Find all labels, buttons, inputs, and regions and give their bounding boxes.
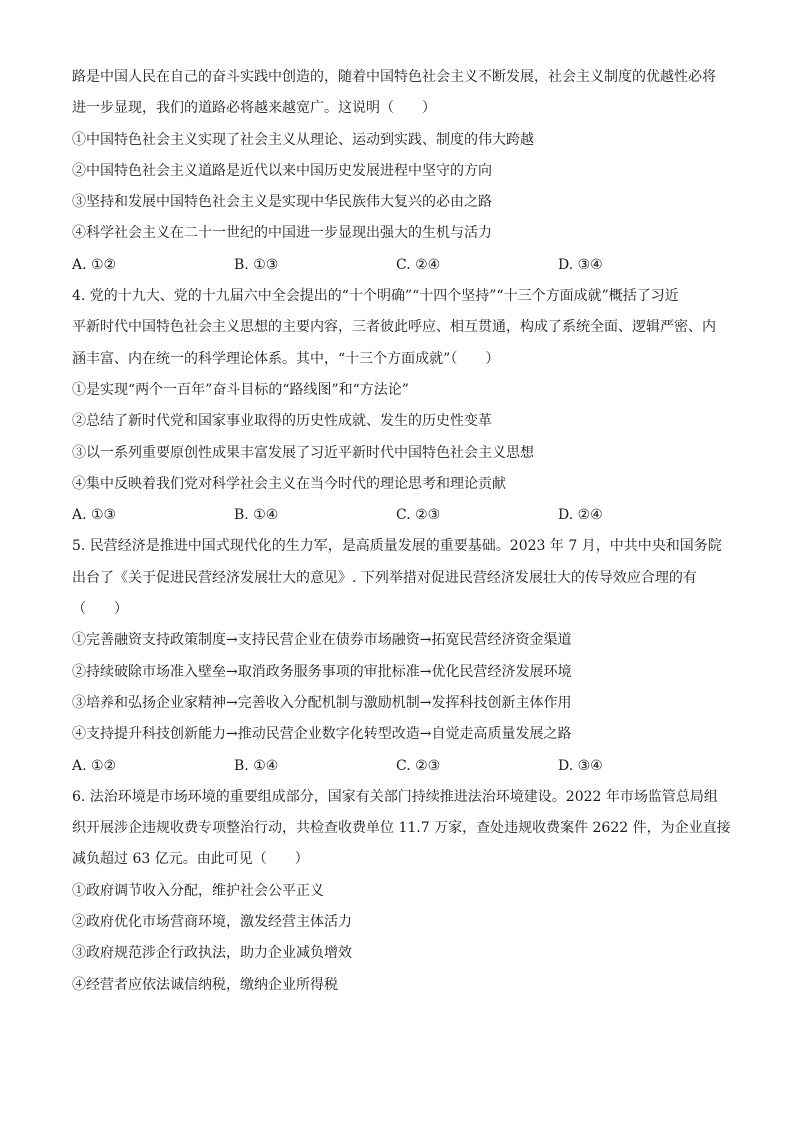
answer-options xyxy=(72,250,726,281)
option-c[interactable]: C. ②③ xyxy=(396,757,441,774)
answer-options xyxy=(72,751,726,782)
option-a[interactable]: A. ①② xyxy=(72,256,117,273)
statement-3: ③坚持和发展中国特色社会主义是实现中华民族伟大复兴的必由之路 xyxy=(72,194,492,211)
question-stem-line: 平新时代中国特色社会主义思想的主要内容，三者彼此呼应、相互贯通，构成了系统全面、逻辑严密、内 xyxy=(72,319,716,336)
statement-1: ①中国特色社会主义实现了社会主义从理论、运动到实践、制度的伟大跨越 xyxy=(72,131,534,148)
statement-2: ②中国特色社会主义道路是近代以来中国历史发展进程中坚守的方向 xyxy=(72,162,492,179)
question-stem-line: 4. 党的十九大、党的十九届六中全会提出的“十个明确”“十四个坚持”“十三个方面成就”概括了习近 xyxy=(72,288,679,305)
question-stem-line: （ ） xyxy=(72,601,128,618)
option-a[interactable]: A. ①③ xyxy=(72,507,117,524)
question-stem-line: 织开展涉企违规收费专项整治行动，共检查收费单位 11.7 万家，查处违规收费案件 2622 件，为企业直接 xyxy=(72,820,731,837)
statement-1: ①完善融资支持政策制度→支持民营企业在债券市场融资→拓宽民营经济资金渠道 xyxy=(72,632,572,649)
statement-4: ④支持提升科技创新能力→推动民营企业数字化转型改造→自觉走高质量发展之路 xyxy=(72,726,572,743)
question-stem-line: 进一步显现，我们的道路必将越来越宽广。这说明（ ） xyxy=(72,100,436,117)
option-b[interactable]: B. ①③ xyxy=(234,256,279,273)
option-b[interactable]: B. ①④ xyxy=(234,757,279,774)
question-stem-line: 涵丰富、内在统一的科学理论体系。其中，“十三个方面成就”（ ） xyxy=(72,350,500,367)
question-6 xyxy=(72,782,731,1001)
option-d[interactable]: D. ③④ xyxy=(558,757,603,774)
question-stem-line: 6. 法治环境是市场环境的重要组成部分，国家有关部门持续推进法治环境建设。2022 年市场监管总局组 xyxy=(72,788,718,805)
option-c[interactable]: C. ②③ xyxy=(396,507,441,524)
question-3 xyxy=(72,62,726,281)
statement-4: ④经营者应依法诚信纳税，缴纳企业所得税 xyxy=(72,976,338,993)
statement-3: ③政府规范涉企行政执法，助力企业减负增效 xyxy=(72,945,352,962)
question-5 xyxy=(72,531,726,781)
exam-page xyxy=(72,62,731,1001)
option-a[interactable]: A. ①② xyxy=(72,757,117,774)
statement-4: ④科学社会主义在二十一世纪的中国进一步显现出强大的生机与活力 xyxy=(72,225,492,242)
question-4 xyxy=(72,281,726,531)
statement-4: ④集中反映着我们党对科学社会主义在当今时代的理论思考和理论贡献 xyxy=(72,475,506,492)
option-d[interactable]: D. ②④ xyxy=(558,507,603,524)
statement-3: ③培养和弘扬企业家精神→完善收入分配机制与激励机制→发挥科技创新主体作用 xyxy=(72,694,572,711)
statement-1: ①是实现“两个一百年”奋斗目标的“路线图”和“方法论” xyxy=(72,381,409,398)
statement-1: ①政府调节收入分配，维护社会公平正义 xyxy=(72,882,324,899)
question-stem-line: 路是中国人民在自己的奋斗实践中创造的，随着中国特色社会主义不断发展，社会主义制度的优越性必将 xyxy=(72,69,716,85)
option-c[interactable]: C. ②④ xyxy=(396,256,441,273)
statement-2: ②持续破除市场准入壁垒→取消政务服务事项的审批标准→优化民营经济发展环境 xyxy=(72,663,572,680)
option-d[interactable]: D. ③④ xyxy=(558,256,603,273)
question-stem-line: 减负超过 63 亿元。由此可见（ ） xyxy=(72,851,309,868)
statement-2: ②总结了新时代党和国家事业取得的历史性成就、发生的历史性变革 xyxy=(72,413,492,430)
statement-2: ②政府优化市场营商环境，激发经营主体活力 xyxy=(72,914,352,931)
option-b[interactable]: B. ①④ xyxy=(234,507,279,524)
statement-3: ③以一系列重要原创性成果丰富发展了习近平新时代中国特色社会主义思想 xyxy=(72,444,534,461)
answer-options xyxy=(72,500,726,531)
question-stem-line: 5. 民营经济是推进中国式现代化的生力军，是高质量发展的重要基础。2023 年 7 月，中共中央和国务院 xyxy=(72,538,722,555)
question-stem-line: 出台了《关于促进民营经济发展壮大的意见》. 下列举措对促进民营经济发展壮大的传导效应合理的有 xyxy=(72,569,697,586)
